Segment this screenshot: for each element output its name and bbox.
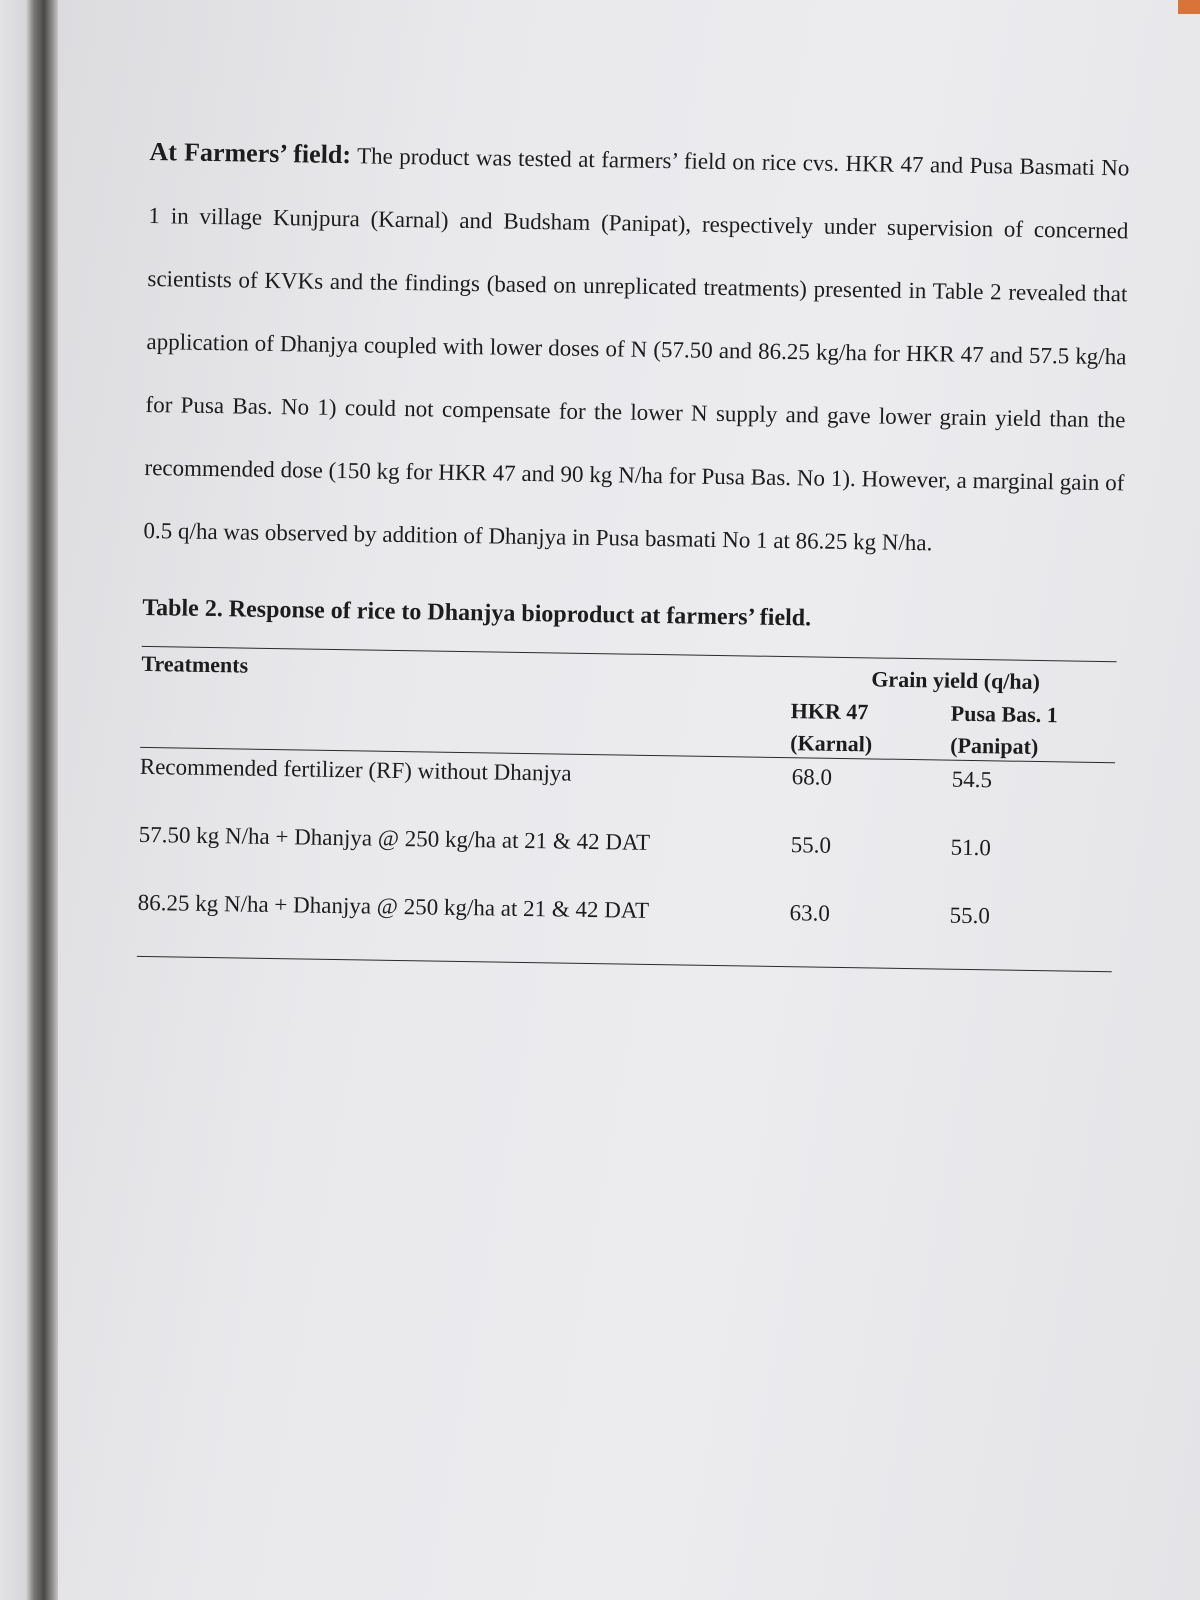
row-treatment: 57.50 kg N/ha + Dhanjya @ 250 kg/ha at 21 & 42 DAT <box>138 821 651 855</box>
table-caption: Table 2. Response of rice to Dhanjya bioproduct at farmers’ field. <box>142 594 812 632</box>
row-hkr47-value: 55.0 <box>790 832 832 858</box>
header-col-hkr47-line2: (Karnal) <box>790 730 873 757</box>
paragraph-lead: At Farmers’ field: <box>149 136 352 170</box>
table-header <box>140 647 1121 762</box>
header-col-pusa-line1: Pusa Bas. 1 <box>950 700 1058 728</box>
page-content <box>137 120 1130 972</box>
book-spine <box>0 0 60 1600</box>
background-object <box>1178 0 1200 14</box>
header-col-hkr47 <box>790 695 873 760</box>
row-treatment: 86.25 kg N/ha + Dhanjya @ 250 kg/ha at 21 & 42 DAT <box>137 889 650 923</box>
header-treatments: Treatments <box>141 650 249 678</box>
row-pusa-value: 51.0 <box>950 834 992 861</box>
header-col-pusa <box>950 698 1058 764</box>
row-hkr47-value: 68.0 <box>791 764 833 790</box>
row-pusa-value: 54.5 <box>951 766 993 793</box>
header-col-hkr47-line1: HKR 47 <box>790 698 869 725</box>
header-col-pusa-line2: (Panipat) <box>950 732 1039 760</box>
row-pusa-value: 55.0 <box>949 902 991 929</box>
body-paragraph <box>143 120 1130 577</box>
header-grain-yield: Grain yield (q/ha) <box>871 666 1041 695</box>
row-hkr47-value: 63.0 <box>789 900 831 926</box>
row-treatment: Recommended fertilizer (RF) without Dhanjya <box>139 753 572 786</box>
paragraph-text: The product was tested at farmers’ field on rice cvs. HKR 47 and Pusa Basmati No 1 in village Kunjpura (Karnal) and Budsham (Panipat), respectively under supervision of concerned scientists of KVKs and the findings (based on unreplicated treatments) presented in Table 2 revealed that application of Dhanjya coupled with lower doses of N (57.50 and 86.25 kg/ha for HKR 47 and 57.5 kg/ha for Pusa Bas. No 1) could not compensate for the lower N supply and gave lower grain yield than the recommended dose (150 kg for HKR 47 and 90 kg N/ha for Pusa Bas. No 1). However, a marginal gain of 0.5 q/ha was observed by addition of Dhanjya in Pusa basmati No 1 at 86.25 kg N/ha. <box>143 143 1130 556</box>
table-row <box>137 884 1118 967</box>
